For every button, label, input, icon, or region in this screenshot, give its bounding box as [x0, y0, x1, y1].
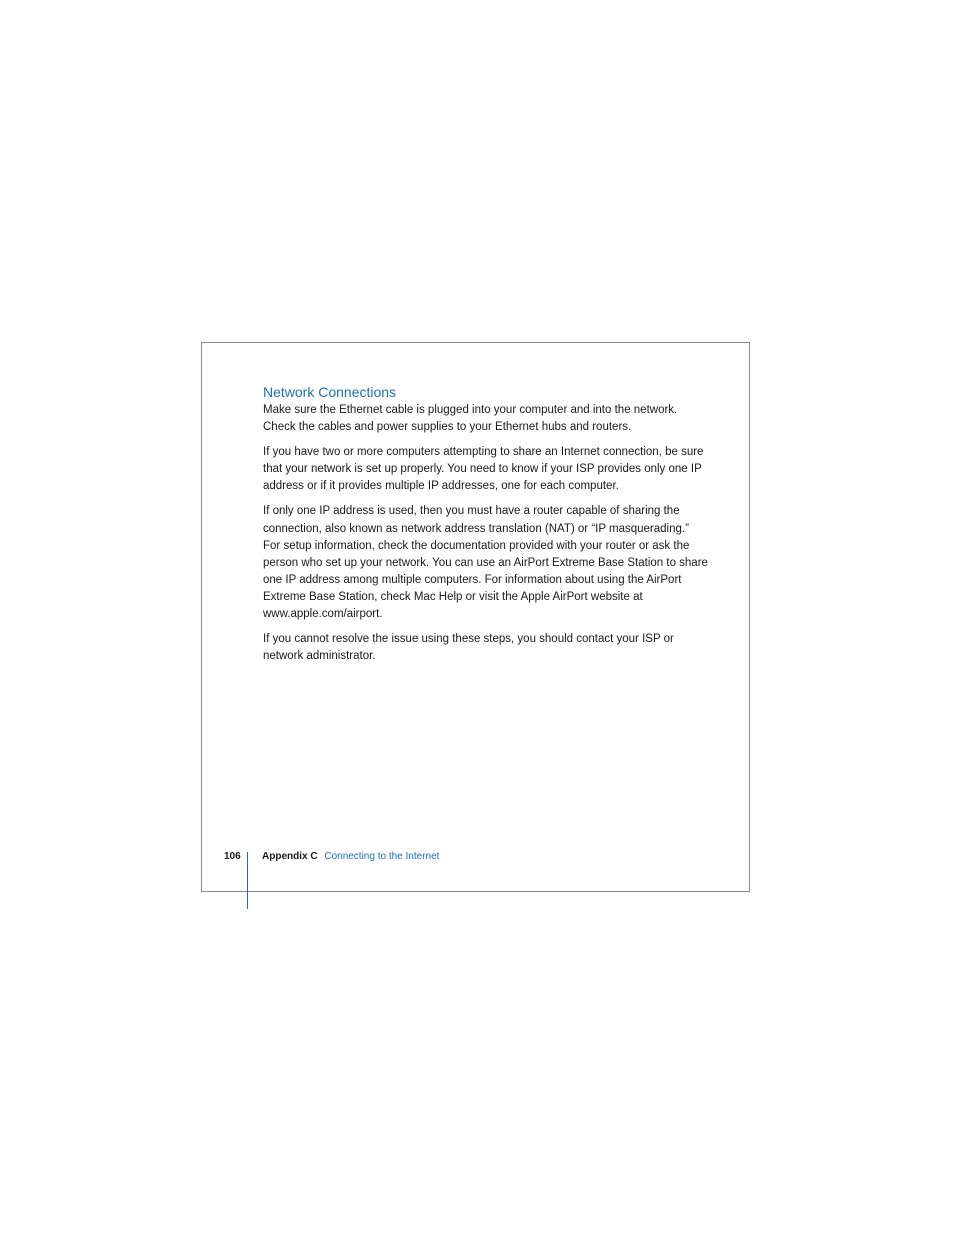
- paragraph-contact-isp: If you cannot resolve the issue using these steps, you should contact your ISP or network administrator.: [263, 633, 674, 663]
- page-number: 106: [224, 851, 241, 862]
- section-title: Network Connections: [263, 384, 397, 400]
- paragraph-router-nat: If only one IP address is used, then you must have a router capable of sharing the connection, also known as network address translation (NAT) or “IP masquerading.” For setup information, check the documentation provided with your router or ask the person who set up your network. You can use an AirPort Extreme Base Station to share one IP address among multiple computers. For information about using the AirPort Extreme Base Station, check Mac Help or visit the Apple AirPort website at www.apple.com/airport.: [263, 505, 708, 621]
- paragraph-shared-connection: If you have two or more computers attempting to share an Internet connection, be sure that your network is set up properly. You need to know if your ISP provides only one IP address or if it provides multiple IP addresses, one for each computer.: [263, 446, 704, 493]
- footer-appendix-label: Appendix C: [262, 851, 318, 862]
- page-content: [263, 382, 708, 673]
- footer-chapter-title: Connecting to the Internet: [324, 851, 440, 862]
- paragraph-ethernet-cable: Make sure the Ethernet cable is plugged into your computer and into the network. Check the cables and power supplies to your Ethernet hubs and routers.: [263, 404, 678, 434]
- running-footer: [262, 850, 439, 864]
- footer-divider: [247, 852, 248, 909]
